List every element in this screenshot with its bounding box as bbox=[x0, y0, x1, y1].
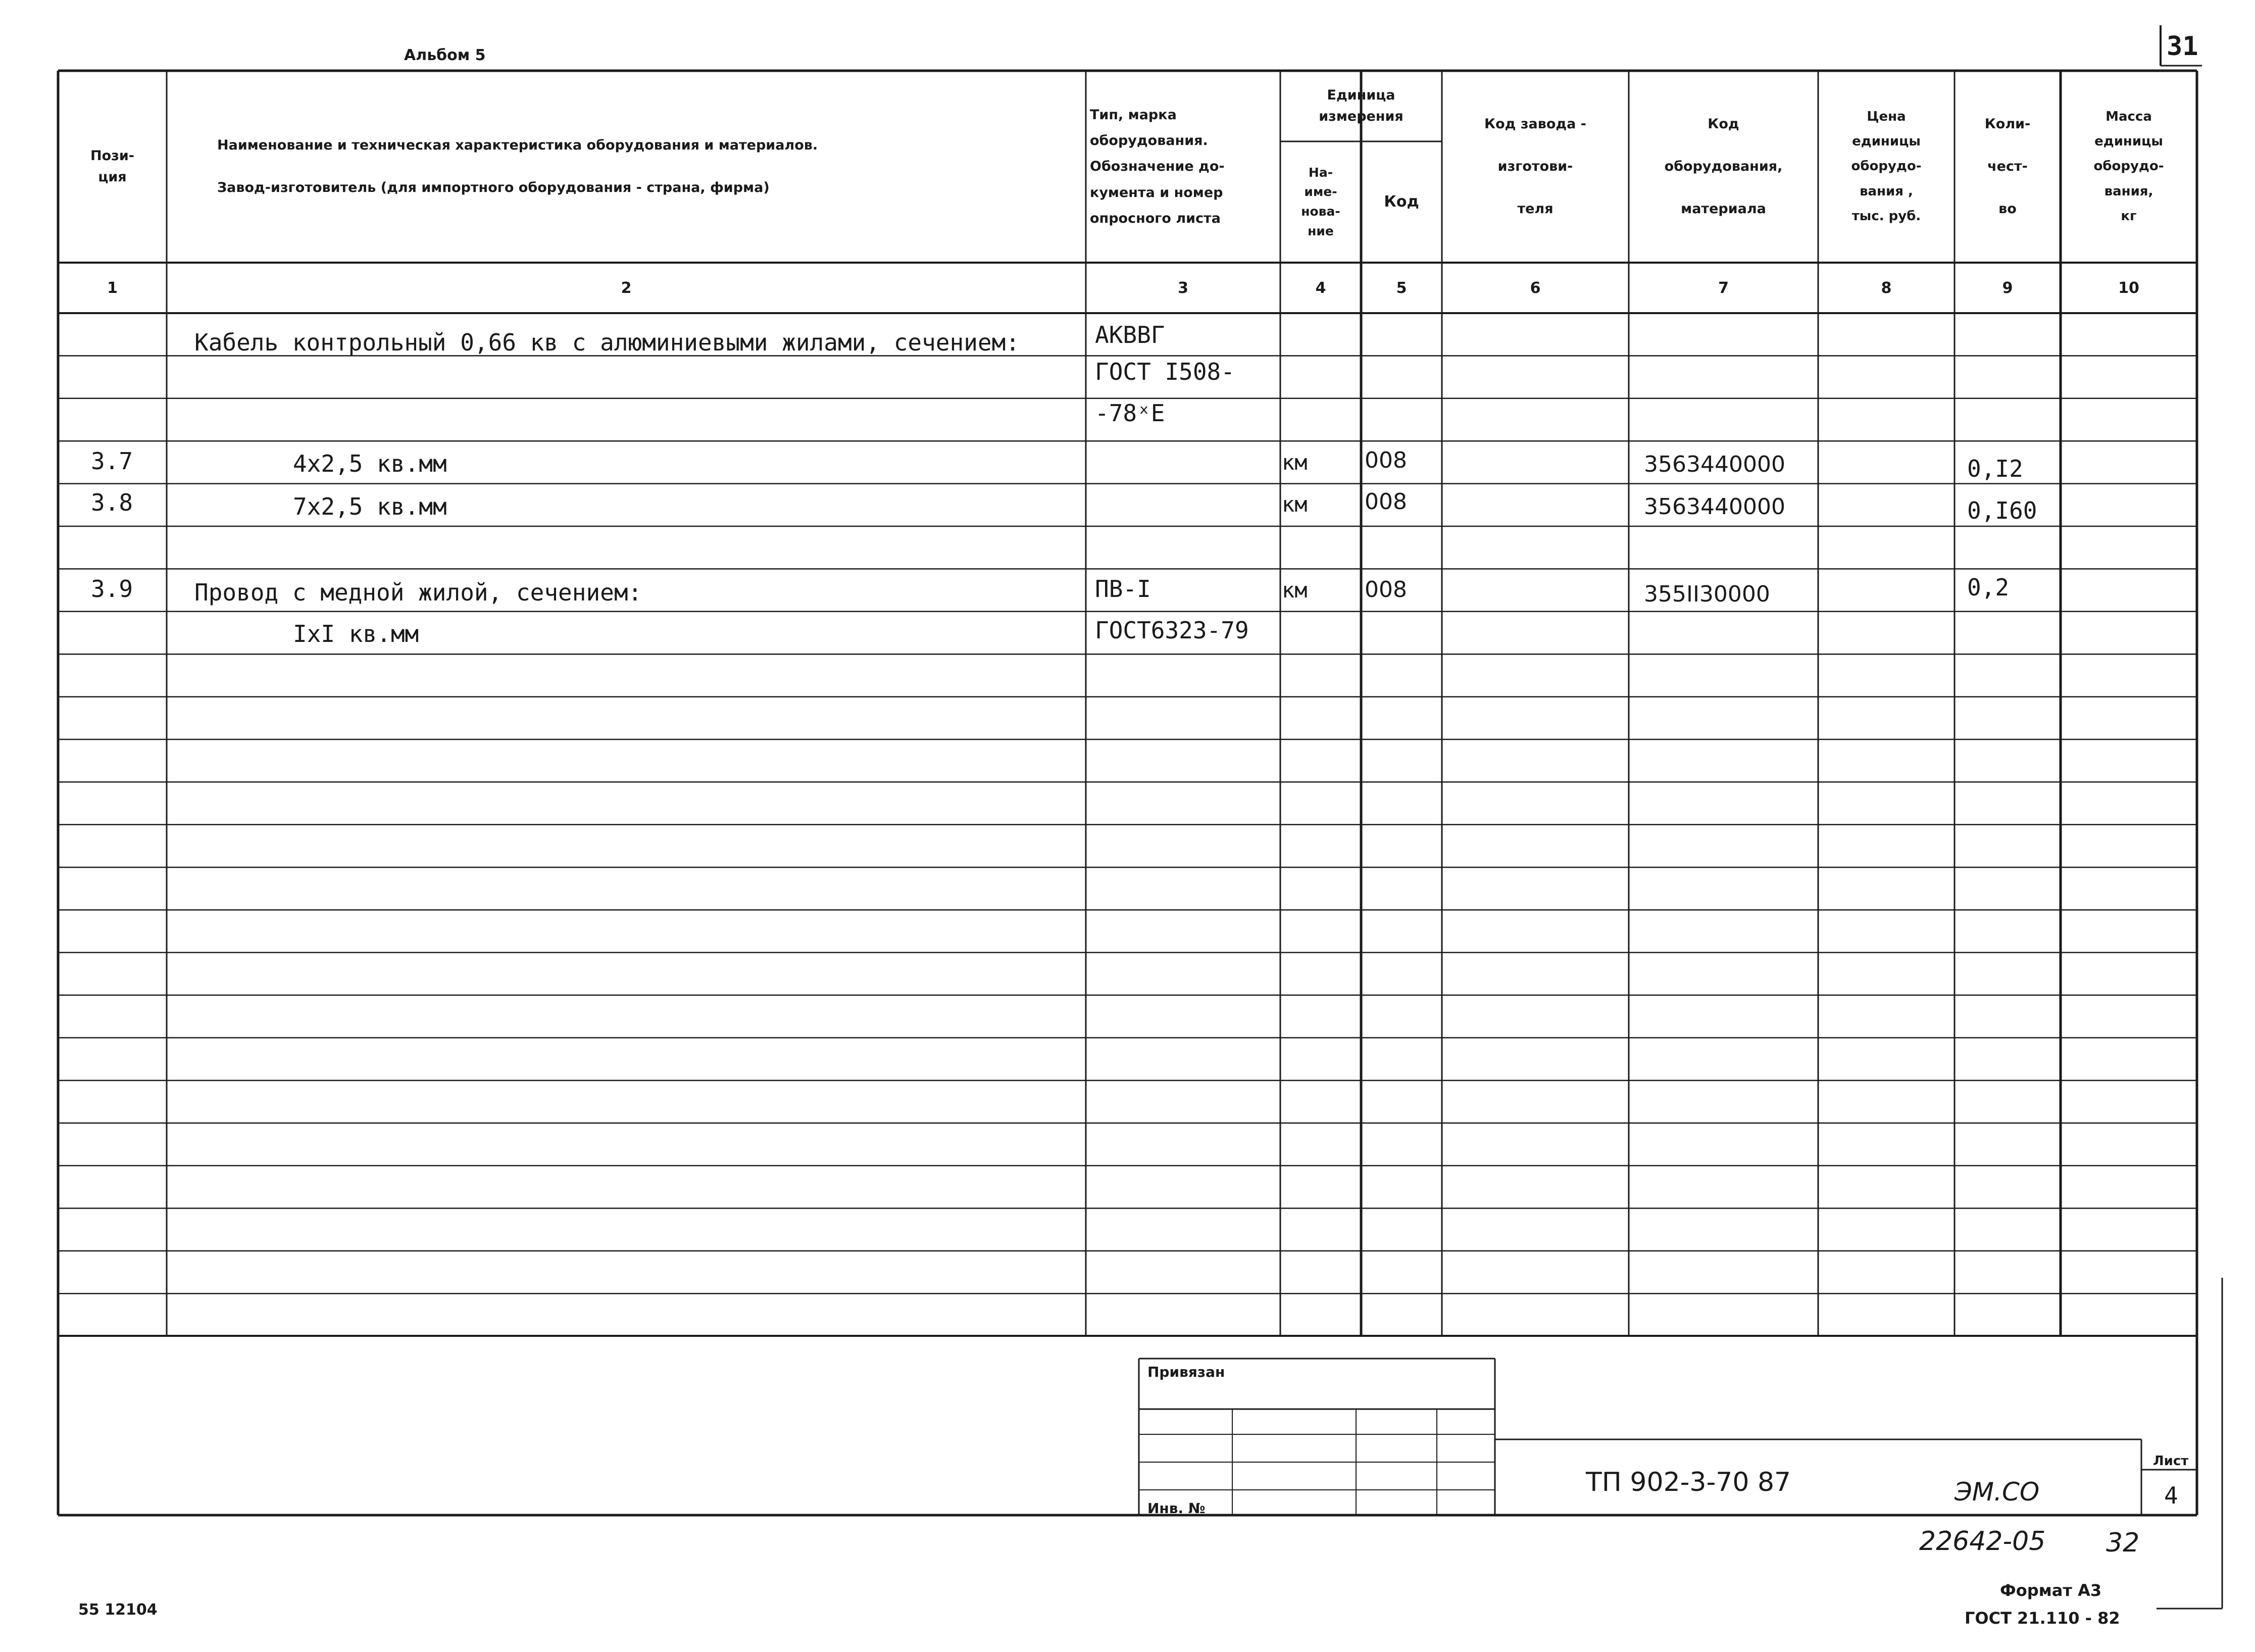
row-4-position: 3.7 bbox=[91, 447, 133, 475]
archive-number: 22642-05 bbox=[1919, 1526, 2046, 1557]
column-number-9: 9 bbox=[2002, 279, 2013, 297]
row-1-type: АКВВГ bbox=[1095, 321, 1165, 348]
header-name: Наименование и техническая характеристика оборудования и материалов. Завод-изготовитель (для импортного оборудования - страна, фирма) bbox=[217, 137, 818, 195]
row-4-code: 008 bbox=[1365, 447, 1407, 473]
row-5-code: 008 bbox=[1365, 489, 1407, 515]
row-4-quantity: 0,I2 bbox=[1967, 455, 2023, 482]
column-number-2: 2 bbox=[621, 279, 632, 297]
row-4-name: 4х2,5 кв.мм bbox=[293, 450, 447, 477]
column-number-10: 10 bbox=[2118, 279, 2139, 297]
row-5-name: 7х2,5 кв.мм bbox=[293, 493, 447, 520]
album-label: Альбом 5 bbox=[404, 46, 486, 64]
row-2-type: ГОСТ I508- bbox=[1095, 358, 1235, 385]
footer-left-code: 55 12104 bbox=[78, 1601, 158, 1619]
stamp-doc-mark: ЭМ.СО bbox=[1955, 1477, 2040, 1507]
stamp-attached-label: Привязан bbox=[1147, 1364, 1225, 1380]
column-number-8: 8 bbox=[1881, 279, 1892, 297]
header-quantity: Коли- чест- во bbox=[1984, 116, 2031, 217]
header-factory-code: Код завода - изготови- теля bbox=[1484, 116, 1586, 217]
row-8-type: ГОСТ6323-79 bbox=[1095, 617, 1249, 644]
row-7-position: 3.9 bbox=[91, 575, 133, 603]
corner-page-number: 31 bbox=[2167, 31, 2198, 62]
header-price: Цена единицы оборудо- вания , тыс. руб. bbox=[1851, 109, 1922, 224]
row-5-unit: км bbox=[1282, 492, 1308, 517]
header-unit-group: Единица измерения bbox=[1319, 87, 1404, 124]
header-unit-name: На- име- нова- ние bbox=[1301, 165, 1340, 238]
row-7-name: Провод с медной жилой, сечением: bbox=[194, 579, 642, 606]
column-number-4: 4 bbox=[1315, 279, 1326, 297]
header-position: Пози- ция bbox=[90, 148, 134, 185]
header-equipment-code: Код оборудования, материала bbox=[1664, 116, 1783, 217]
row-5-position: 3.8 bbox=[91, 489, 133, 516]
column-number-3: 3 bbox=[1178, 279, 1188, 297]
row-1-name: Кабель контрольный 0,66 кв с алюминиевыми жилами, сечением: bbox=[194, 329, 1020, 356]
row-4-unit: км bbox=[1282, 450, 1308, 475]
header-unit-code: Код bbox=[1384, 192, 1419, 211]
row-7-equipment-code: 355II30000 bbox=[1644, 581, 1770, 607]
row-7-quantity: 0,2 bbox=[1967, 574, 2010, 601]
header-type: Тип, марка оборудования. Обозначение до- кумента и номер опросного листа bbox=[1090, 107, 1225, 226]
row-4-equipment-code: 3563440000 bbox=[1644, 452, 1785, 477]
row-5-quantity: 0,I60 bbox=[1967, 497, 2037, 524]
column-number-7: 7 bbox=[1718, 279, 1729, 297]
row-7-unit: км bbox=[1282, 578, 1308, 603]
column-number-5: 5 bbox=[1396, 279, 1407, 297]
stamp-sheet-label: Лист bbox=[2153, 1454, 2189, 1469]
archive-page: 32 bbox=[2106, 1528, 2140, 1558]
footer-gost: ГОСТ 21.110 - 82 bbox=[1965, 1609, 2120, 1628]
stamp-inv-label: Инв. № bbox=[1147, 1500, 1206, 1517]
column-number-6: 6 bbox=[1530, 279, 1541, 297]
row-5-equipment-code: 3563440000 bbox=[1644, 494, 1785, 520]
stamp-sheet-number: 4 bbox=[2164, 1482, 2178, 1509]
row-3-type: -78ˣЕ bbox=[1095, 399, 1165, 427]
stamp-doc-code: ТП 902-3-70 87 bbox=[1586, 1467, 1791, 1497]
header-mass: Масса единицы оборудо- вания, кг bbox=[2093, 109, 2164, 224]
column-number-1: 1 bbox=[107, 279, 118, 297]
footer-format: Формат А3 bbox=[2000, 1581, 2102, 1600]
row-7-code: 008 bbox=[1365, 577, 1407, 603]
row-8-name: IхI кв.мм bbox=[293, 620, 419, 647]
row-7-type: ПВ-I bbox=[1095, 575, 1151, 603]
